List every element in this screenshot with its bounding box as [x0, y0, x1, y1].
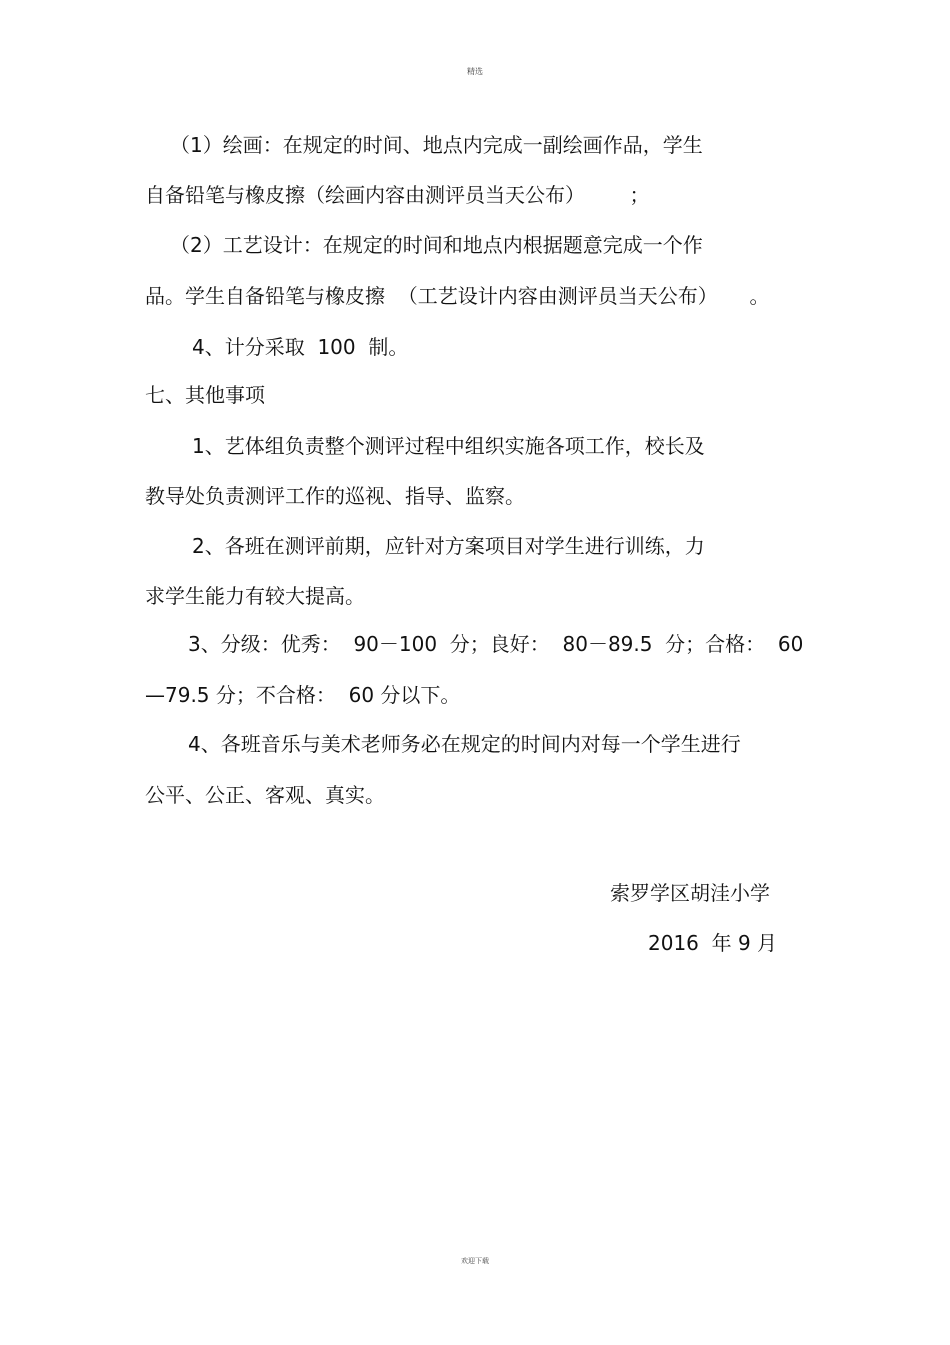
paragraph-line: 1、艺体组负责整个测评过程中组织实施各项工作，校长及: [192, 434, 705, 458]
signature-organization: 索罗学区胡洼小学: [610, 881, 770, 905]
paragraph-line: 求学生能力有较大提高。: [145, 584, 365, 608]
paragraph-line: 公平、公正、客观、真实。: [145, 783, 385, 807]
signature-date: 2016 年 9 月: [648, 931, 778, 955]
paragraph-line: 教导处负责测评工作的巡视、指导、监察。: [145, 484, 525, 508]
paragraph-line: —79.5 分；不合格： 60 分以下。: [145, 683, 461, 707]
paragraph-line: 4、计分采取 100 制。: [192, 335, 409, 359]
paragraph-line: 3、分级：优秀： 90－100 分；良好： 80－89.5 分；合格： 60: [188, 632, 804, 656]
paragraph-line: 自备铅笔与橡皮擦（绘画内容由测评员当天公布） ；: [145, 183, 650, 207]
footer-watermark: 欢迎下载: [461, 1257, 489, 1265]
paragraph-line: （1）绘画：在规定的时间、地点内完成一副绘画作品，学生: [170, 133, 703, 157]
paragraph-line: 4、各班音乐与美术老师务必在规定的时间内对每一个学生进行: [188, 732, 741, 756]
paragraph-line: （2）工艺设计：在规定的时间和地点内根据题意完成一个作: [170, 233, 703, 257]
paragraph-line: 2、各班在测评前期，应针对方案项目对学生进行训练，力: [192, 534, 705, 558]
section-heading: 七、其他事项: [145, 383, 265, 407]
header-watermark: 精选: [467, 67, 483, 76]
paragraph-line: 品。学生自备铅笔与橡皮擦 （工艺设计内容由测评员当天公布） 。: [145, 284, 770, 308]
